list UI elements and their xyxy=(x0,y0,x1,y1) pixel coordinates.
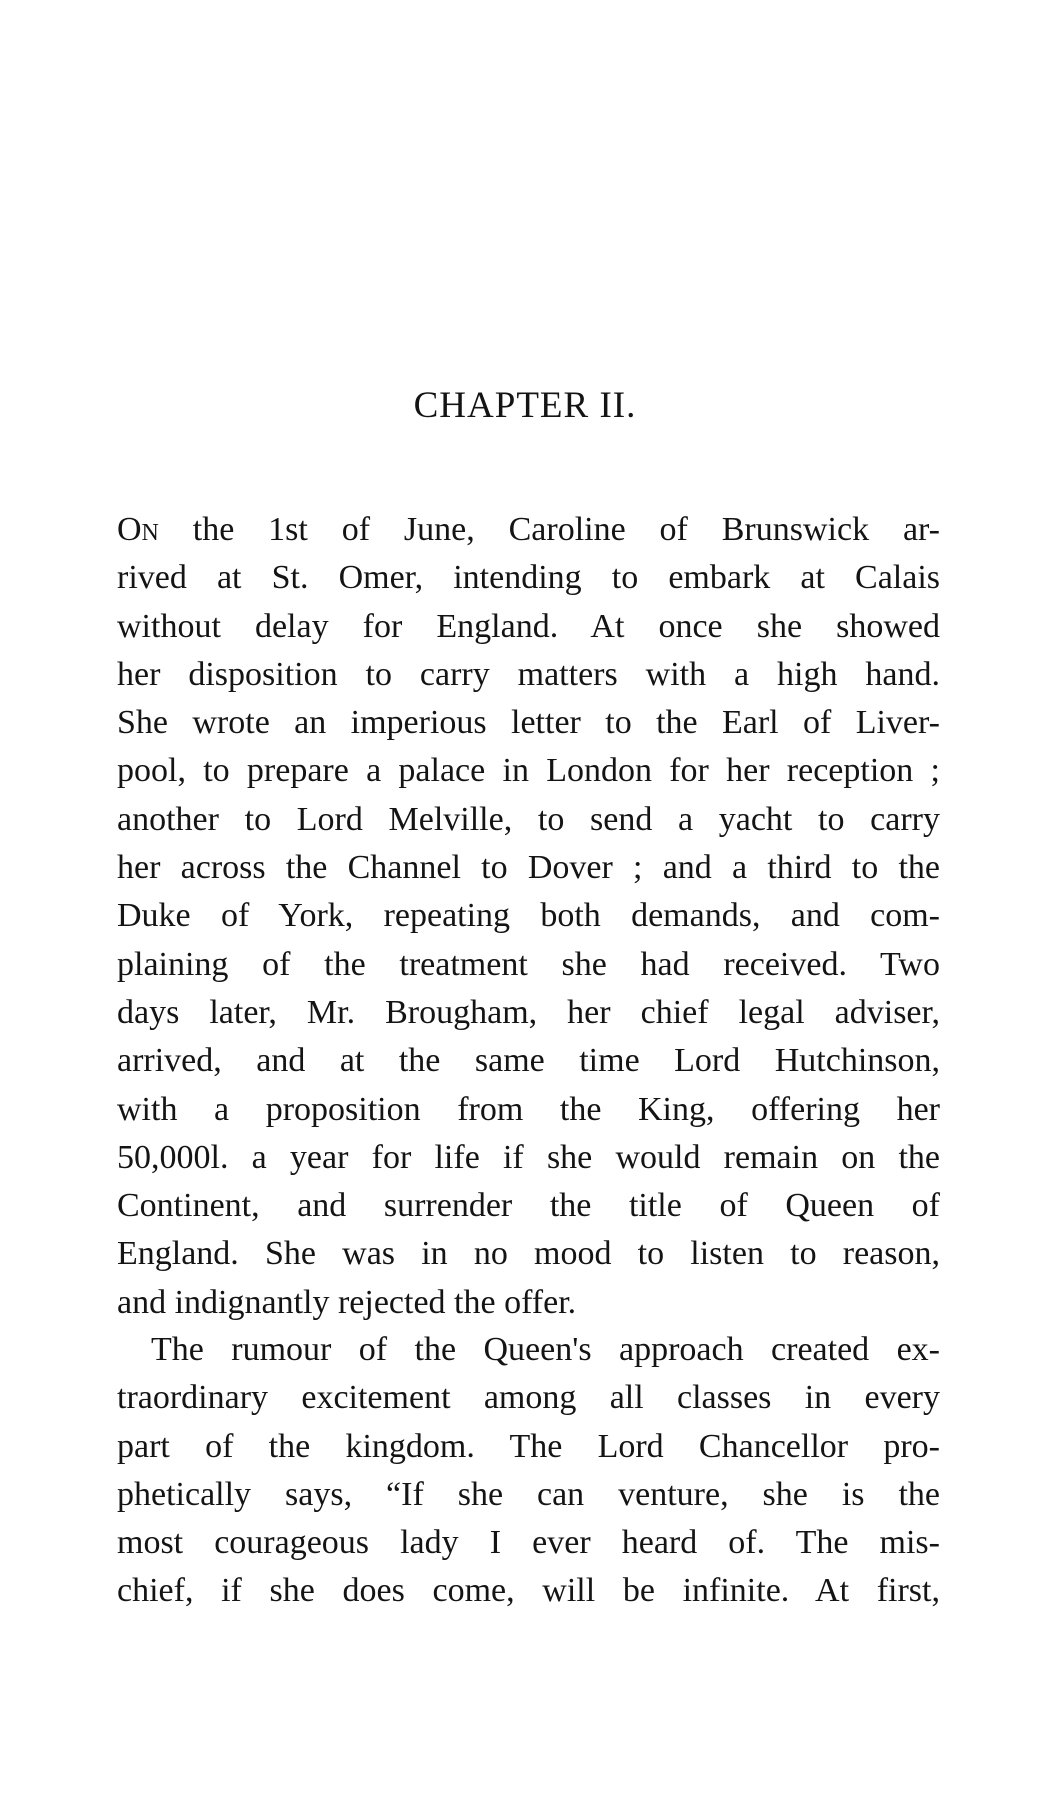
text-line: Duke of York, repeating both demands, and com- xyxy=(117,897,940,935)
text-line: She wrote an imperious letter to the Earl of Liver- xyxy=(117,704,940,742)
text-line: 50,000l. a year for life if she would remain on the xyxy=(117,1138,940,1176)
text-line: with a proposition from the King, offering her xyxy=(117,1090,940,1128)
text-line: rived at St. Omer, intending to embark at Calais xyxy=(117,559,940,597)
text-line: her across the Channel to Dover ; and a third to the xyxy=(117,849,940,887)
text-line xyxy=(117,506,940,554)
text-line: days later, Mr. Brougham, her chief legal adviser, xyxy=(117,993,940,1031)
text-line: The rumour of the Queen's approach created ex- xyxy=(151,1331,940,1368)
text-line: arrived, and at the same time Lord Hutchinson, xyxy=(117,1042,940,1080)
text-line: part of the kingdom. The Lord Chancellor pro- xyxy=(117,1427,940,1465)
text-line: Continent, and surrender the title of Queen of xyxy=(117,1187,940,1225)
text-line: phetically says, “If she can venture, she is the xyxy=(117,1475,940,1513)
drop-word: On xyxy=(117,511,159,548)
text-line: chief, if she does come, will be infinite. At first, xyxy=(117,1572,940,1610)
text-line: and indignantly rejected the offer. xyxy=(117,1283,577,1321)
text-line: plaining of the treatment she had received. Two xyxy=(117,945,940,983)
text-line: most courageous lady I ever heard of. The mis- xyxy=(117,1524,940,1562)
text-line: pool, to prepare a palace in London for her reception ; xyxy=(117,752,940,790)
text-line: England. She was in no mood to listen to reason, xyxy=(117,1235,940,1273)
paragraph-1 xyxy=(117,506,940,1327)
line-text: the 1st of June, Caroline of Brunswick ar- xyxy=(158,511,940,548)
text-line: without delay for England. At once she showed xyxy=(117,607,940,645)
text-line: traordinary excitement among all classes in every xyxy=(117,1379,940,1417)
text-line: her disposition to carry matters with a high hand. xyxy=(117,655,940,693)
paragraph-2 xyxy=(117,1326,940,1616)
text-line: another to Lord Melville, to send a yacht to carry xyxy=(117,800,940,838)
chapter-heading: CHAPTER II. xyxy=(413,385,637,426)
